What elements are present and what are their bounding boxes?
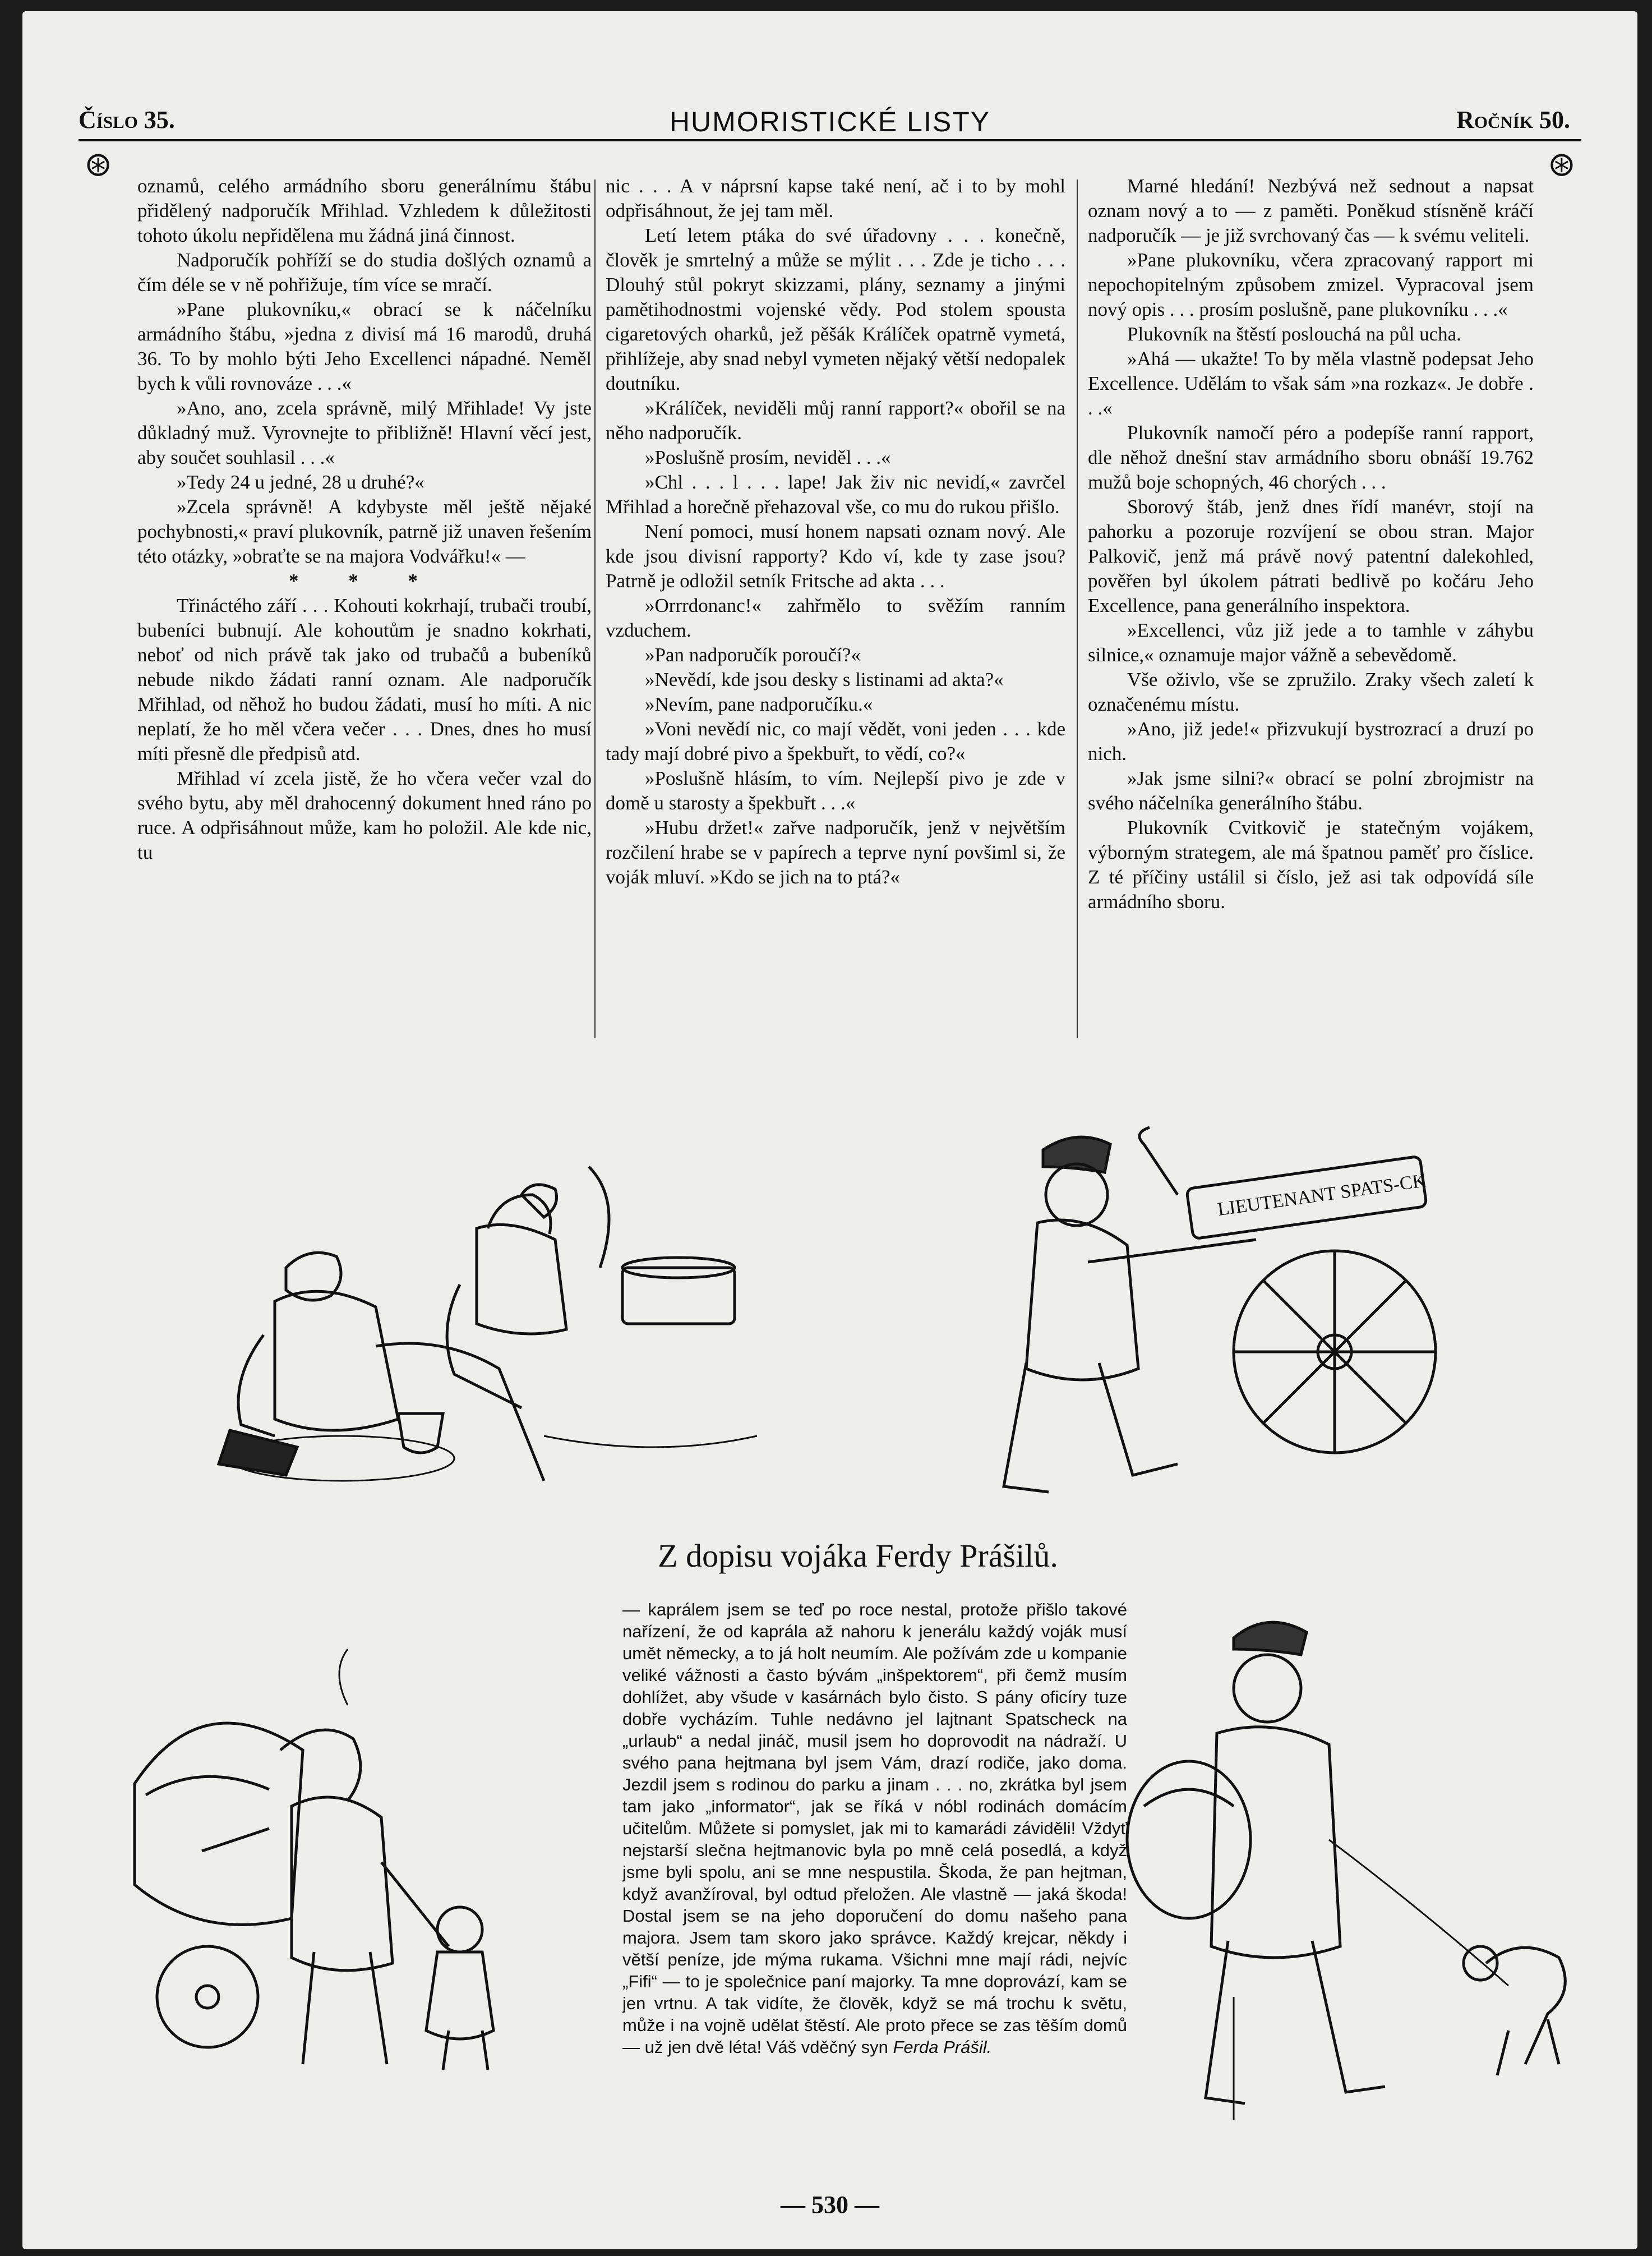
illustration-soldier-with-basket-and-dog	[1122, 1604, 1615, 2131]
paragraph: Marné hledání! Nezbývá než sednout a napsat oznam nový a to — z paměti. Poněkud stísněně kráčí nadporučík — je již svrchovaný čas — k svému veliteli.	[1088, 175, 1534, 246]
letter-title: Z dopisu vojáka Ferdy Prášilů.	[658, 1537, 1058, 1574]
paragraph: Vše oživlo, vše se zpružilo. Zraky všech zaletí k označenému místu.	[1088, 669, 1534, 715]
ornament-right-icon: ⊛	[1547, 145, 1576, 184]
header-rule	[79, 139, 1581, 141]
paragraph: »Chl . . . l . . . lape! Jak živ nic nevidí,« zavrčel Mřihlad a horečně přehazoval vše, co mu do rukou přišlo.	[606, 471, 1065, 518]
column-divider	[594, 179, 596, 1038]
paragraph: Plukovník Cvitkovič je statečným vojákem, výborným strategem, ale má špatnou paměť pro číslice. Z té příčiny ustálil si číslo, jež asi tak odpovídá síle armádního sboru.	[1088, 817, 1534, 913]
letter-signature: Ferda Prášil.	[893, 2037, 992, 2057]
text-column-2	[606, 174, 1065, 1049]
illustration-scrubbing-soldiers	[207, 1099, 813, 1526]
paragraph: Nadporučík pohříží se do studia došlých oznamů a čím déle se v ně pohřižuje, tím více se mračí.	[137, 249, 592, 296]
letter-body: — kaprálem jsem se teď po roce nestal, protože přišlo takové nařízení, že od kaprála až nahoru k jenerálu každý voják musí umět německy, a to já holt neumím. Ale požívám zde u kompanie veliké vážnosti a často bývám „inšpektorem“, při čemž musím dohlížet, aby všude v kasárnách bylo čisto. S pány oficíry tuze dobře vycházím. Tuhle nedávno jel lajtnant Spatscheck na „urlaub“ a nedal jináč, musil jsem ho doprovodit na nádraží. U svého pana hejtmana byl jsem Vám, drazí rodiče, jako doma. Jezdil jsem s rodinou do parku a jinam . . . no, zkrátka byl jsem tam jako „informator“, jak se říká v nóbl rodinách domácím učitelům. Můžete si pomyslet, jak mi to kamarádi záviděli! Vždyť nejstarší slečna hejtmanovic byla po mně celá posedlá, a když jsme byli spolu, ani se mne nespustila. Škoda, že pan hejtman, když avanžíroval, byl odtud přeložen. Ale vlastně — jaká škoda! Dostal jsem se na jeho doporučení do domu našeho pana majora. Jsem tam skoro jako správce. Každý krejcar, někdy i větší peníze, jde mýma rukama. Všichni mne mají rádi, nejvíc „Fifi“ — to je společnice paní majorky. Ta mne doprovází, kam se jen vrtnu. A tak vidíte, že člověk, když se má trochu k světu, může i na vojně udělat štěstí. Ale proto přece se zas těším domů — už jen dvě léta! Váš vděčný syn	[622, 1600, 1127, 2057]
paragraph: »Zcela správně! A kdybyste měl ještě nějaké pochybnosti,« praví plukovník, patrně již unaven řešením této otázky, »obraťte se na majora Vodvářku!« —	[137, 496, 592, 567]
masthead-title: HUMORISTICKÉ LISTY	[669, 106, 991, 137]
letter-body-block	[622, 1599, 1127, 2137]
illustration-soldier-with-pram	[112, 1638, 617, 2087]
paragraph: »Pan nadporučík poroučí?«	[645, 644, 861, 666]
cart-label: LIEUTENANT SPATS-CK	[1216, 1170, 1428, 1221]
paragraph: »Pane plukovníku, včera zpracovaný rapport mi nepochopitelným způsobem zmizel. Vypracoval jsem nový opis . . . prosím poslušně, pane plukovníku . . .«	[1088, 249, 1534, 320]
paragraph: »Jak jsme silni?« obrací se polní zbrojmistr na svého náčelníka generálního štábu.	[1088, 767, 1534, 814]
newspaper-page	[22, 11, 1637, 2249]
paragraph: Mřihlad ví zcela jistě, že ho včera večer vzal do svého bytu, aby měl drahocenný dokument hned ráno po ruce. A odpřisáhnout může, kam ho položil. Ale kde nic, tu	[137, 767, 592, 863]
paragraph: Sborový štáb, jenž dnes řídí manévr, stojí na pahorku a pozoruje rozvíjení se obou stran. Major Palkovič, jenž má právě nový patentní dalekohled, pověřen byl úkolem pátrati bedlivě po kočáru Jeho Excellence, pana generálního inspektora.	[1088, 496, 1534, 616]
paragraph: Není pomoci, musí honem napsati oznam nový. Ale kde jsou divisní rapporty? Kdo ví, kde ty zase jsou? Patrně je odložil setník Fritsche ad akta . . .	[606, 521, 1065, 592]
paragraph: »Nevím, pane nadporučíku.«	[645, 693, 873, 715]
volume-number: Ročník 50.	[1456, 106, 1570, 133]
illustration-soldier-with-cart	[976, 1094, 1570, 1520]
text-column-1	[137, 174, 592, 1049]
paragraph: »Králíček, neviděli můj ranní rapport?« obořil se na něho nadporučík.	[606, 397, 1065, 444]
paragraph: Třináctého září . . . Kohouti kokrhají, trubači troubí, bubeníci bubnují. Ale kohoutům je snadno kokrhati, neboť od nich právě tak jako od trubačů a bubeníků nebude nikdo žádati ranní oznam. Ale nadporučík Mřihlad, od něhož ho budou žádati, musí ho míti. A nic neplatí, že ho měl včera večer . . . Dnes, dnes ho musí míti přesně dle předpisů atd.	[137, 595, 592, 765]
paragraph: »Tedy 24 u jedné, 28 u druhé?«	[177, 471, 424, 493]
paragraph: »Nevědí, kde jsou desky s listinami ad akta?«	[645, 669, 1004, 690]
paragraph: »Ano, ano, zcela správně, milý Mřihlade! Vy jste důkladný muž. Vyrovnejte to přibližně! Hlavní věcí jest, aby součet souhlasil . . .«	[137, 397, 592, 468]
section-divider: * * *	[289, 570, 440, 592]
paragraph: »Orrrdonanc!« zahřmělo to svěžím ranním vzduchem.	[606, 595, 1065, 641]
ornament-left-icon: ⊛	[84, 145, 113, 184]
issue-number: Číslo 35.	[79, 106, 175, 133]
paragraph: »Voni nevědí nic, co mají vědět, voni jeden . . . kde tady mají dobré pivo a špekbuřt, to vědí, co?«	[606, 718, 1065, 765]
paragraph: »Excellenci, vůz již jede a to tamhle v záhybu silnice,« oznamuje major vážně a sebevědomě.	[1088, 619, 1534, 666]
paragraph: »Pane plukovníku,« obrací se k náčelníku armádního štábu, »jedna z divisí má 16 marodů, druhá 36. To by mohlo býti Jeho Excellenci nápadné. Neměl bych k vůli rovnováze . . .«	[137, 298, 592, 394]
paragraph: Letí letem ptáka do své úřadovny . . . konečně, člověk je smrtelný a může se mýlit . . . Zde je ticho . . . Dlouhý stůl pokryt skizzami, plány, seznamy a jinými pamětihodnostmi vojenské vědy. Pod stolem spousta cigaretových oharků, jež pěšák Králíček opatrně vymetá, přihlížeje, aby snad nebyl vymeten nějaký větší nedopalek doutníku.	[606, 224, 1065, 394]
paragraph: oznamů, celého armádního sboru generálnímu štábu přidělený nadporučík Mřihlad. Vzhledem k důležitosti tohoto úkolu nepřidělena mu žádná jiná činnost.	[137, 175, 592, 246]
paragraph: »Ahá — ukažte! To by měla vlastně podepsat Jeho Excellence. Udělám to však sám »na rozkaz«. Je dobře . . .«	[1088, 348, 1534, 419]
column-divider	[1077, 179, 1078, 1038]
text-column-3	[1088, 174, 1534, 1049]
page-number: — 530 —	[781, 2191, 879, 2218]
paragraph: nic . . . A v náprsní kapse také není, ač i to by mohl odpřisáhnout, že jej tam měl.	[606, 175, 1065, 222]
paragraph: Plukovník na štěstí poslouchá na půl ucha.	[1127, 323, 1461, 345]
paragraph: »Hubu držet!« zařve nadporučík, jenž v největším rozčilení hrabe se v papírech a teprve nyní povšiml si, že voják mluví. »Kdo se jich na to ptá?«	[606, 817, 1065, 888]
paragraph: »Ano, již jede!« přizvukují bystrozrací a druzí po nich.	[1088, 718, 1534, 765]
paragraph: »Poslušně prosím, neviděl . . .«	[645, 446, 891, 468]
paragraph: »Poslušně hlásím, to vím. Nejlepší pivo je zde v domě u starosty a špekbuřt . . .«	[606, 767, 1065, 814]
paragraph: Plukovník namočí péro a podepíše ranní rapport, dle něhož dnešní stav armádního sboru obnáší 19.762 mužů boje schopných, 46 chorých . . .	[1088, 422, 1534, 493]
